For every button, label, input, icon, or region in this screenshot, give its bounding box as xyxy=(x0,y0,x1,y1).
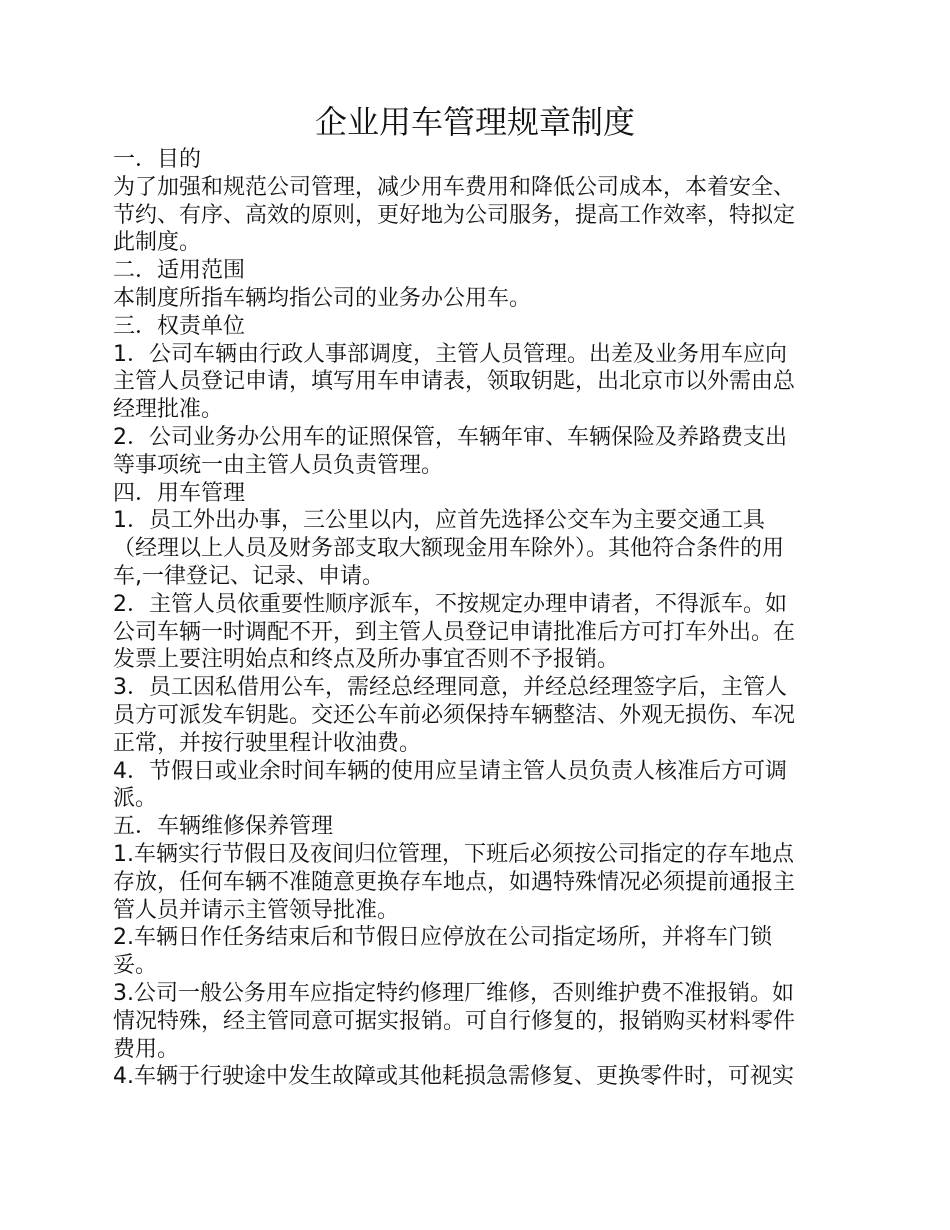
paragraph-line: 费用。 xyxy=(113,1036,180,1062)
paragraph-line: 此制度。 xyxy=(113,230,202,256)
paragraph-line: 4.车辆于行驶途中发生故障或其他耗损急需修复、更换零件时，可视实 xyxy=(113,1064,794,1090)
paragraph-line: 发票上要注明始点和终点及所办事宜否则不予报销。 xyxy=(113,647,620,673)
section-heading: 四．用车管理 xyxy=(113,480,246,506)
paragraph-line: 存放，任何车辆不准随意更换存车地点，如遇特殊情况必须提前通报主 xyxy=(113,869,796,895)
paragraph-line: （经理以上人员及财务部支取大额现金用车除外）。其他符合条件的用 xyxy=(113,536,785,562)
paragraph-line: 正常，并按行驶里程计收油费。 xyxy=(113,730,422,756)
paragraph-line: 3.公司一般公务用车应指定特约修理厂维修，否则维护费不准报销。如 xyxy=(113,980,794,1006)
paragraph-line: 节约、有序、高效的原则，更好地为公司服务，提高工作效率，特拟定 xyxy=(113,202,796,228)
section-heading: 三．权责单位 xyxy=(113,313,246,339)
paragraph-line: 2.车辆日作任务结束后和节假日应停放在公司指定场所，并将车门锁 xyxy=(113,925,772,951)
section-heading: 二．适用范围 xyxy=(113,258,246,284)
paragraph-line: 2．主管人员依重要性顺序派车，不按规定办理申请者，不得派车。如 xyxy=(113,591,787,617)
paragraph-line: 管人员并请示主管领导批准。 xyxy=(113,897,400,923)
paragraph-line: 3．员工因私借用公车，需经总经理同意，并经总经理签字后，主管人 xyxy=(113,675,787,701)
paragraph-line: 主管人员登记申请，填写用车申请表，领取钥匙，出北京市以外需由总 xyxy=(113,369,796,395)
paragraph-line: 本制度所指车辆均指公司的业务办公用车。 xyxy=(113,285,532,311)
paragraph-line: 1.车辆实行节假日及夜间归位管理，下班后必须按公司指定的存车地点 xyxy=(113,841,794,867)
document-body xyxy=(113,146,838,1091)
paragraph-line: 车,一律登记、记录、申请。 xyxy=(113,563,384,589)
paragraph-line: 4．节假日或业余时间车辆的使用应呈请主管人员负责人核准后方可调 xyxy=(113,758,787,784)
paragraph-line: 情况特殊，经主管同意可据实报销。可自行修复的，报销购买材料零件 xyxy=(113,1008,796,1034)
paragraph-line: 为了加强和规范公司管理，减少用车费用和降低公司成本，本着安全、 xyxy=(113,174,796,200)
paragraph-line: 妥。 xyxy=(113,953,158,979)
paragraph-line: 等事项统一由主管人员负责管理。 xyxy=(113,452,444,478)
paragraph-line: 1．公司车辆由行政人事部调度，主管人员管理。出差及业务用车应向 xyxy=(113,341,787,367)
paragraph-line: 公司车辆一时调配不开，到主管人员登记申请批准后方可打车外出。在 xyxy=(113,619,796,645)
section-heading: 五．车辆维修保养管理 xyxy=(113,814,334,840)
document-title: 企业用车管理规章制度 xyxy=(314,103,635,141)
paragraph-line: 2．公司业务办公用车的证照保管，车辆年审、车辆保险及养路费支出 xyxy=(113,424,787,450)
paragraph-line: 员方可派发车钥匙。交还公车前必须保持车辆整洁、外观无损伤、车况 xyxy=(113,702,796,728)
paragraph-line: 1．员工外出办事，三公里以内，应首先选择公交车为主要交通工具 xyxy=(113,508,765,534)
section-heading: 一．目的 xyxy=(113,147,202,172)
paragraph-line: 经理批准。 xyxy=(113,397,224,423)
paragraph-line: 派。 xyxy=(113,786,158,812)
